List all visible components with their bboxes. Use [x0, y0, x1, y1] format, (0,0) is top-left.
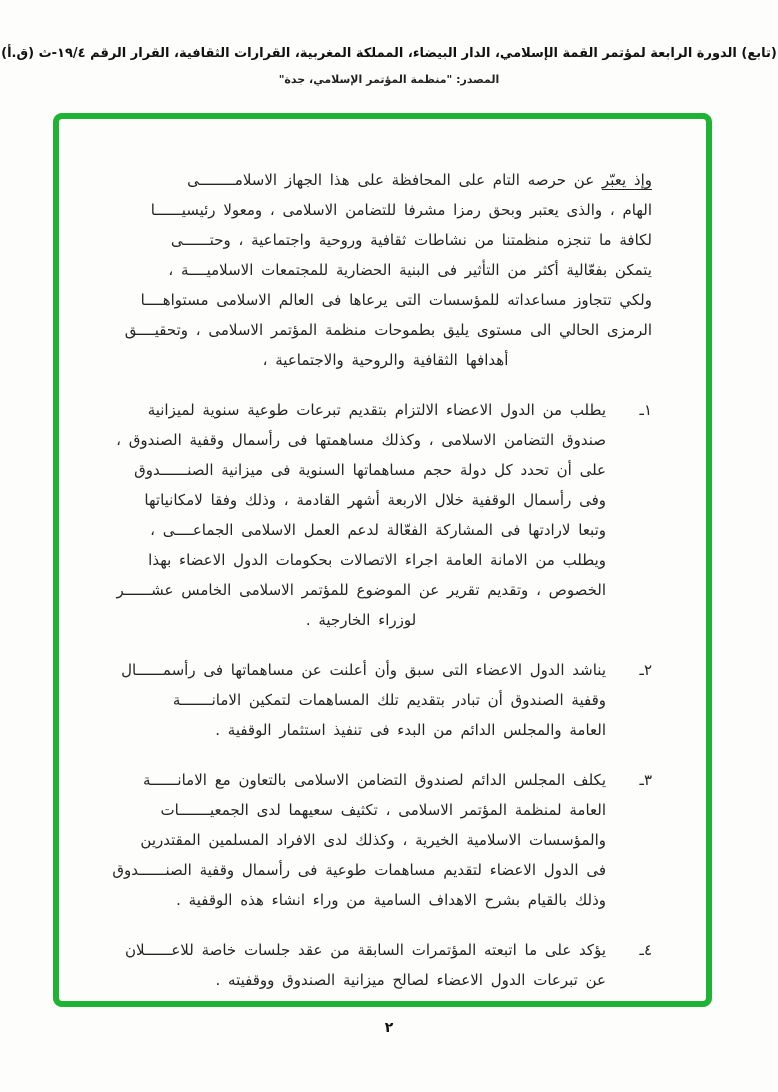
intro-line: أهدافها الثقافية والروحية والاجتماعية ، — [262, 351, 509, 369]
intro-line — [119, 165, 652, 195]
clause-number: ٢ـ — [639, 661, 652, 679]
intro-paragraph — [119, 165, 652, 375]
clause-number: ٣ـ — [639, 771, 652, 789]
clause-text — [116, 395, 620, 635]
header-source — [0, 73, 778, 86]
clause-text — [119, 655, 620, 745]
intro-line: ولكي تتجاوز مساعداته للمؤسسات التى يرعاها فى العالم الاسلامى مستواهــــا — [140, 291, 652, 309]
clause-line: عن تبرعات الدول الاعضاء لصالح ميزانية الصندوق ووقفيته . — [215, 971, 606, 989]
clause-text — [119, 935, 620, 995]
clause-line: العامة والمجلس الدائم من البدء فى تنفيذ استثمار الوقفية . — [215, 721, 606, 739]
clause-line: الخصوص ، وتقديم تقرير عن الموضوع للمؤتمر الاسلامى الخامس عشــــــر — [116, 581, 606, 599]
clause-line: وفى رأسمال الوقفية خلال الاربعة أشهر القادمة ، وذلك وفقا لامكانياتها — [144, 491, 606, 509]
clause-line: يناشد الدول الاعضاء التى سبق وأن أعلنت عن مساهماتها فى رأسمــــــال — [121, 661, 606, 679]
document-body — [59, 119, 706, 1005]
clause-line: ويطلب من الامانة العامة اجراء الاتصالات بحكومات الدول الاعضاء بهذا — [148, 551, 606, 569]
clause-line: وقفية الصندوق أن تبادر بتقديم تلك المساهمات لتمكين الامانـــــــة — [172, 691, 606, 709]
clause-item-1 — [116, 395, 652, 635]
clause-text — [112, 765, 620, 915]
header-source-label: المصدر: — [456, 73, 500, 86]
intro-line: الرمزى الحالي الى مستوى يليق بطموحات منظمة المؤتمر الاسلامى ، وتحقيــــق — [124, 321, 652, 339]
intro-line: يتمكن بفعّالية أكثر من التأثير فى البنية الحضارية للمجتمعات الاسلاميــــة ، — [168, 261, 652, 279]
clause-item-4 — [119, 935, 652, 995]
intro-lead-underlined: وإذ يعبّر — [601, 171, 652, 189]
clause-item-3 — [112, 765, 652, 915]
clause-line: وذلك بالقيام بشرح الاهداف السامية من وراء انشاء هذه الوقفية . — [176, 891, 606, 909]
page-number: ٢ — [384, 1020, 394, 1036]
clause-item-2 — [119, 655, 652, 745]
clause-number: ١ـ — [639, 401, 652, 419]
clause-line: وتبعا لارادتها فى المشاركة الفعّالة لدعم العمل الاسلامى الجماعــــى ، — [150, 521, 606, 539]
clause-line: لوزراء الخارجية . — [305, 611, 417, 629]
clause-line: العامة لمنظمة المؤتمر الاسلامى ، تكثيف سعيهما لدى الجمعيـــــــات — [160, 801, 606, 819]
header-title: (تابع) الدورة الرابعة لمؤتمر القمة الإسلامي، الدار البيضاء، المملكة المغربية، القرارات الثقافية، القرار الرقم ١٩/٤-ث (ق.أ) — [1, 46, 777, 61]
intro-line: الهام ، والذى يعتبر وبحق رمزا مشرفا للتضامن الاسلامى ، ومعولا رئيسيــــــا — [150, 201, 652, 219]
clause-line: على أن تحدد كل دولة حجم مساهماتها السنوية فى ميزانية الصنــــــدوق — [134, 461, 606, 479]
intro-line: لكافة ما تنجزه منظمتنا من نشاطات ثقافية وروحية واجتماعية ، وحتــــــى — [170, 231, 652, 249]
green-highlight-frame — [53, 113, 712, 1007]
clause-line: والمؤسسات الاسلامية الخيرية ، وكذلك لدى الافراد المسلمين المقتدرين — [140, 831, 606, 849]
clause-line: يطلب من الدول الاعضاء الالتزام بتقديم تبرعات طوعية سنوية لميزانية — [147, 401, 606, 419]
clause-line: صندوق التضامن الاسلامى ، وكذلك مساهمتها فى رأسمال وقفية الصندوق ، — [116, 431, 606, 449]
clause-number: ٤ـ — [639, 941, 652, 959]
document-header — [0, 46, 778, 86]
header-source-value: "منظمة المؤتمر الإسلامي، جدة" — [278, 73, 453, 86]
intro-line-rest: عن حرصه التام على المحافظة على هذا الجهاز الاسلامــــــــى — [187, 171, 602, 189]
clause-line: يكلف المجلس الدائم لصندوق التضامن الاسلامى بالتعاون مع الامانــــــة — [143, 771, 606, 789]
clause-line: فى الدول الاعضاء لتقديم مساهمات طوعية فى رأسمال وقفية الصنــــــدوق — [112, 861, 606, 879]
clause-line: يؤكد على ما اتبعته المؤتمرات السابقة من عقد جلسات خاصة للاعــــــلان — [125, 941, 606, 959]
